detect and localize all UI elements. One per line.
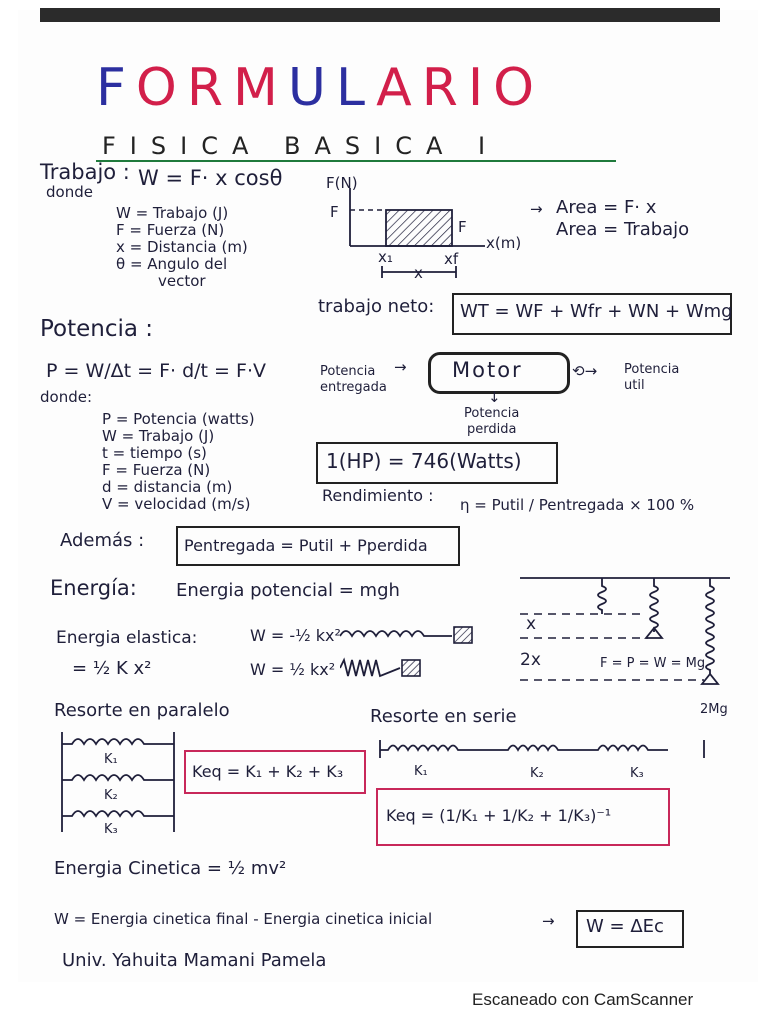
potencia-perdida-label xyxy=(464,406,519,438)
title-letter: R xyxy=(421,58,468,118)
trabajo-def: W = Trabajo (J) xyxy=(116,204,229,222)
paralelo-label: Resorte en paralelo xyxy=(54,700,230,721)
title-letter: M xyxy=(233,58,288,118)
trabajo-def: vector xyxy=(158,272,206,290)
title-letter: O xyxy=(493,58,545,118)
graph-y-label: F(N) xyxy=(326,174,358,192)
hp-formula: 1(HP) = 746(Watts) xyxy=(326,449,522,473)
title-letter: F xyxy=(96,58,136,118)
series-springs-diagram xyxy=(378,736,708,766)
trabajo-heading: Trabajo : xyxy=(40,160,130,184)
potencia-def: d = distancia (m) xyxy=(102,478,233,496)
label-line: perdida xyxy=(466,422,517,437)
hanging-springs-diagram xyxy=(520,570,740,710)
energia-heading: Energía: xyxy=(50,576,137,600)
trabajo-def: x = Distancia (m) xyxy=(116,238,248,256)
graph-x-span: x xyxy=(414,264,423,282)
potencia-def: F = Fuerza (N) xyxy=(102,461,211,479)
spring-x-label: x xyxy=(526,614,537,634)
label-line: util xyxy=(624,378,645,393)
label-line: Potencia xyxy=(320,364,376,379)
paralelo-eq: Keq = K₁ + K₂ + K₃ xyxy=(192,762,344,781)
graph-x-label: x(m) xyxy=(486,234,522,252)
subtitle-underline xyxy=(96,160,616,162)
potencia-def: P = Potencia (watts) xyxy=(102,410,255,428)
serie-eq: Keq = (1/K₁ + 1/K₂ + 1/K₃)⁻¹ xyxy=(386,806,612,825)
title-letter: R xyxy=(186,58,233,118)
trabajo-formula: W = F· x cosθ xyxy=(138,166,283,190)
spring-2mg-label: 2Mg xyxy=(700,702,728,717)
label-line: Potencia xyxy=(464,406,520,421)
potencia-heading: Potencia : xyxy=(40,316,154,342)
serie-k1: K₁ xyxy=(414,764,428,779)
paralelo-k3: K₃ xyxy=(104,822,118,837)
rendimiento-label: Rendimiento : xyxy=(322,486,434,505)
arrow-right-icon: → xyxy=(394,358,407,376)
potencia-donde: donde: xyxy=(40,388,93,406)
trabajo-neto-formula: WT = WF + Wfr + WN + Wmg xyxy=(460,301,733,322)
serie-label: Resorte en serie xyxy=(370,706,517,727)
w-extension: W = ½ kx² xyxy=(250,660,336,679)
page-subtitle: FISICA BASICA I xyxy=(102,132,500,160)
area-equals-trabajo: Area = Trabajo xyxy=(556,219,690,240)
energia-potencial: Energia potencial = mgh xyxy=(176,580,400,601)
spring-eq-label: F = P = W = Mg xyxy=(600,656,706,671)
w-delta-ec: W = ΔEc xyxy=(586,916,664,937)
arrow-icon: → xyxy=(530,200,543,218)
trabajo-def: θ = Angulo del xyxy=(116,255,228,273)
paralelo-k1: K₁ xyxy=(104,752,118,767)
area-formula: Area = F· x xyxy=(556,197,657,218)
author-name: Univ. Yahuita Mamani Pamela xyxy=(62,950,327,971)
trabajo-neto-label: trabajo neto: xyxy=(318,296,435,317)
potencia-def: t = tiempo (s) xyxy=(102,444,207,462)
output-arrow-icon: ⟲→ xyxy=(572,362,598,380)
graph-f-left: F xyxy=(330,203,339,221)
potencia-def: W = Trabajo (J) xyxy=(102,427,215,445)
ademas-label: Además : xyxy=(60,530,145,551)
paralelo-k2: K₂ xyxy=(104,788,118,803)
label-line: entregada xyxy=(320,380,387,395)
page-title xyxy=(96,58,544,118)
graph-f-right: F xyxy=(458,218,467,236)
ademas-formula: Pentregada = Putil + Pperdida xyxy=(184,536,428,555)
w-compression: W = -½ kx² xyxy=(250,626,341,645)
motor-label: Motor xyxy=(452,358,523,382)
potencia-entregada-label xyxy=(320,364,387,396)
scanner-footer: Escaneado con CamScanner xyxy=(472,990,694,1009)
title-letter: L xyxy=(335,58,377,118)
rendimiento-formula: η = Putil / Pentregada × 100 % xyxy=(460,496,695,514)
title-letter: O xyxy=(135,58,187,118)
serie-k3: K₃ xyxy=(630,766,644,781)
title-letter: A xyxy=(376,58,422,118)
trabajo-donde: donde xyxy=(46,183,93,201)
graph-x1: x₁ xyxy=(378,248,393,266)
w-energia-cinetica: W = Energia cinetica final - Energia cinetica inicial xyxy=(54,910,433,928)
title-letter: I xyxy=(467,58,494,118)
potencia-def: V = velocidad (m/s) xyxy=(102,495,251,513)
graph-xf: xf xyxy=(444,250,459,268)
energia-cinetica: Energia Cinetica = ½ mv² xyxy=(54,858,287,879)
parallel-springs-diagram xyxy=(56,730,186,840)
trabajo-def: F = Fuerza (N) xyxy=(116,221,225,239)
energia-elastica-label: Energia elastica: xyxy=(56,628,198,648)
title-letter: U xyxy=(287,58,336,118)
spring-2x-label: 2x xyxy=(520,650,541,670)
arrow-down-icon: ↓ xyxy=(488,388,501,406)
potencia-util-label xyxy=(624,362,679,394)
potencia-formula: P = W/Δt = F· d/t = F·V xyxy=(46,360,266,382)
serie-k2: K₂ xyxy=(530,766,544,781)
elastic-springs xyxy=(340,622,490,682)
label-line: Potencia xyxy=(624,362,680,377)
energia-elastica-eq: = ½ K x² xyxy=(72,658,152,679)
arrow-icon: → xyxy=(542,912,555,930)
scan-top-band xyxy=(40,8,720,22)
